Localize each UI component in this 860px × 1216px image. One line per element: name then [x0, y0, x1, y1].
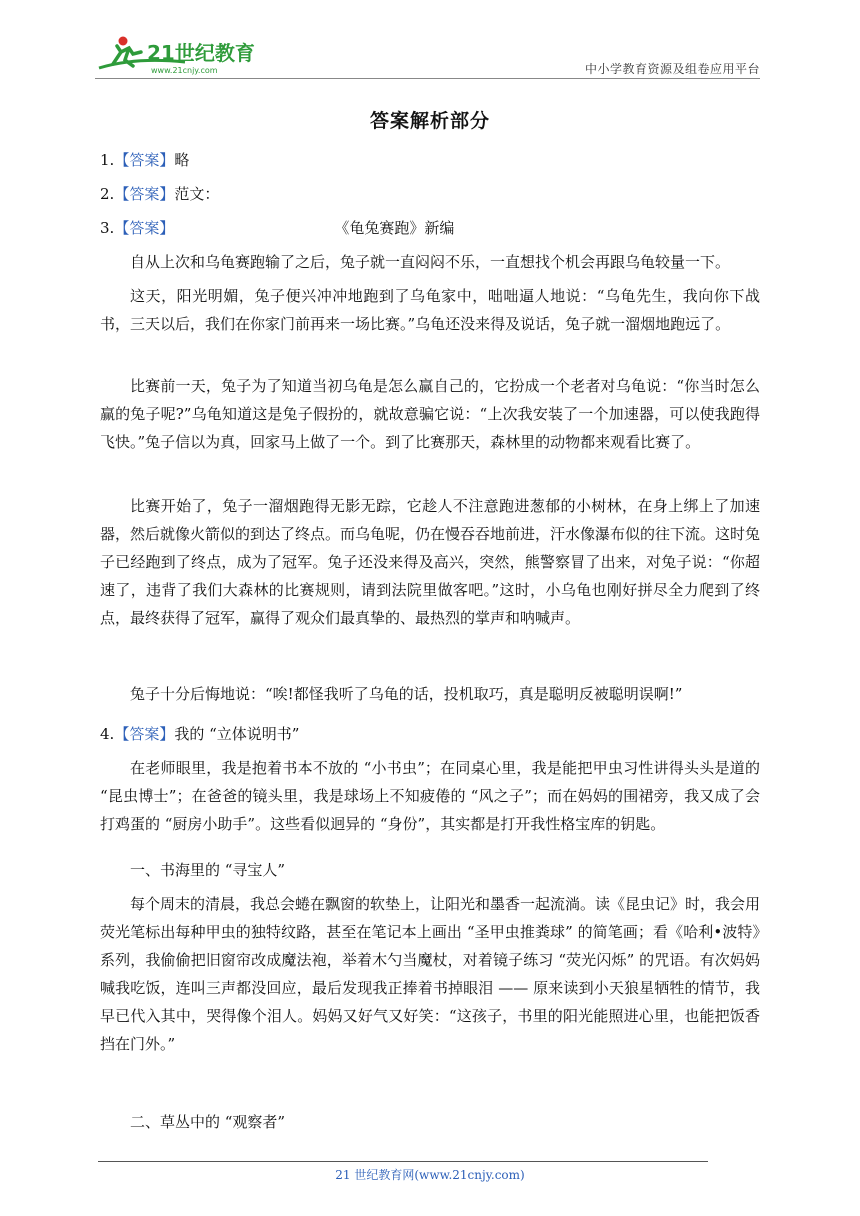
logo: [95, 34, 265, 76]
essay4-heading-2: 二、草丛中的 “观察者”: [130, 1113, 286, 1131]
essay4-intro: 在老师眼里，我是抱着书本不放的 “小书虫”；在同桌心里，我是能把甲虫习性讲得头头是道的 “昆虫博士”；在爸爸的镜头里，我是球场上不知疲倦的 “风之子”；而在妈妈的围裙旁，我又成了会打鸡蛋的 “厨房小助手”。这些看似迥异的 “身份”，其实都是打开我性格宝库的钥匙。: [100, 759, 760, 833]
header-divider: [95, 78, 760, 79]
page-title: 答案解析部分: [369, 110, 490, 132]
answer-2: [100, 184, 219, 204]
answer-tag: 【答案】: [114, 219, 175, 237]
essay-title: 《龟兔赛跑》新编: [334, 219, 455, 237]
answer-tag: 【答案】: [114, 185, 175, 203]
essay4-heading-1: 一、书海里的 “寻宝人”: [130, 861, 286, 879]
essay3-paragraph: 比赛前一天，兔子为了知道当初乌龟是怎么赢自己的，它扮成一个老者对乌龟说：“你当时怎么赢的兔子呢?”乌龟知道这是兔子假扮的，就故意骗它说：“上次我安装了一个加速器，可以使我跑得飞快。”兔子信以为真，回家马上做了一个。到了比赛那天，森林里的动物都来观看比赛了。: [100, 377, 760, 451]
logo-url: www.21cnjy.com: [151, 66, 218, 75]
essay-title: 我的 “立体说明书”: [174, 725, 300, 743]
logo-text: 21世纪教育: [147, 41, 255, 65]
essay3-paragraph: 兔子十分后悔地说：“唉!都怪我听了乌龟的话，投机取巧，真是聪明反被聪明误啊!”: [130, 685, 683, 703]
answer-number: 3.: [100, 219, 115, 237]
answer-text: 略: [174, 151, 190, 169]
answer-number: 1.: [100, 151, 115, 169]
answer-number: 2.: [100, 185, 115, 203]
page-footer: 21 世纪教育网(www.21cnjy.com): [335, 1168, 525, 1182]
platform-name: 中小学教育资源及组卷应用平台: [584, 62, 760, 76]
answer-number: 4.: [100, 725, 115, 743]
answer-tag: 【答案】: [114, 151, 175, 169]
answer-1: [100, 150, 189, 170]
essay4-paragraph-1: 每个周末的清晨，我总会蜷在飘窗的软垫上，让阳光和墨香一起流淌。读《昆虫记》时，我会用荧光笔标出每种甲虫的独特纹路，甚至在笔记本上画出 “圣甲虫推粪球” 的简笔画；看《哈利•波特》系列，我偷偷把旧窗帘改成魔法袍，举着木勺当魔杖，对着镜子练习 “荧光闪烁” 的咒语。有次妈妈喊我吃饭，连叫三声都没回应，最后发现我正捧着书掉眼泪 —— 原来读到小天狼星牺牲的情节，我早已代入其中，哭得像个泪人。妈妈又好气又好笑：“这孩子，书里的阳光能照进心里，也能把饭香挡在门外。”: [100, 895, 761, 1053]
answer-3: [100, 218, 454, 238]
page-header: [95, 30, 760, 80]
essay3-paragraph: 这天，阳光明媚，兔子便兴冲冲地跑到了乌龟家中，咄咄逼人地说：“乌龟先生，我向你下战书，三天以后，我们在你家门前再来一场比赛。”乌龟还没来得及说话，兔子就一溜烟地跑远了。: [100, 287, 760, 333]
answer-text: 范文：: [174, 185, 220, 203]
answer-tag: 【答案】: [114, 725, 175, 743]
essay3-paragraph: 比赛开始了，兔子一溜烟跑得无影无踪，它趁人不注意跑进葱郁的小树林，在身上绑上了加速器，然后就像火箭似的到达了终点。而乌龟呢，仍在慢吞吞地前进，汗水像瀑布似的往下流。这时兔子已经跑到了终点，成为了冠军。兔子还没来得及高兴，突然，熊警察冒了出来，对兔子说：“你超速了，违背了我们大森林的比赛规则，请到法院里做客吧。”这时，小乌龟也刚好拼尽全力爬到了终点，最终获得了冠军，赢得了观众们最真挚的、最热烈的掌声和呐喊声。: [100, 497, 761, 627]
essay3-paragraph: 自从上次和乌龟赛跑输了之后，兔子就一直闷闷不乐，一直想找个机会再跟乌龟较量一下。: [130, 253, 731, 271]
answer-4: [100, 724, 299, 744]
footer-divider: [98, 1161, 708, 1162]
